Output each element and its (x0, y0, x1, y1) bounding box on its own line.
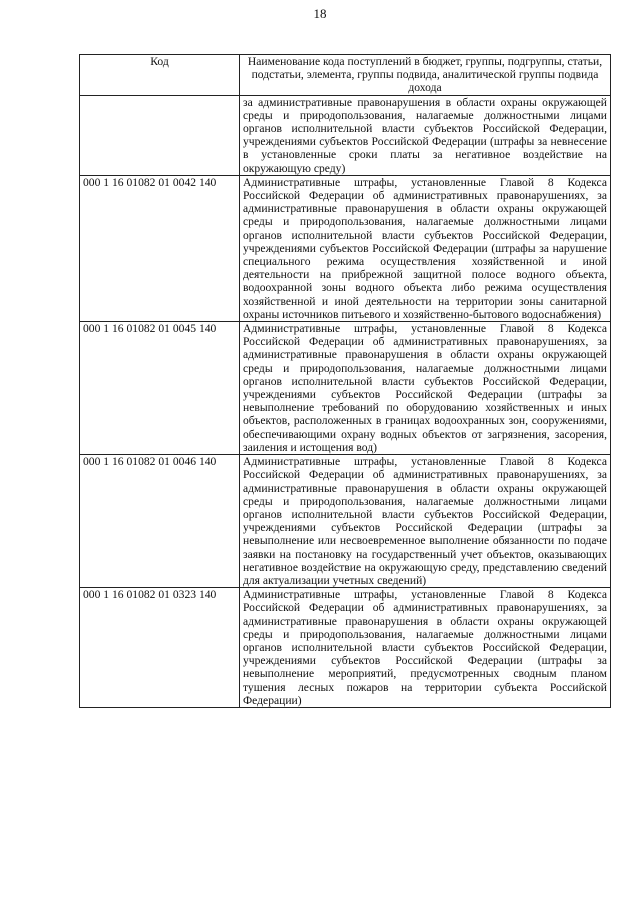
row-code: 000 1 16 01082 01 0042 140 (80, 175, 240, 321)
row-code: 000 1 16 01082 01 0046 140 (80, 455, 240, 588)
header-name: Наименование кода поступлений в бюджет, группы, подгруппы, статьи, подстатьи, элемента, группы подвида, аналитической группы подвида дохода (240, 55, 611, 96)
table-row (80, 588, 611, 708)
row-code (80, 95, 240, 175)
row-description: Административные штрафы, установленные Главой 8 Кодекса Российской Федерации об административных правонарушениях, за административные правонарушения в области охраны окружающей среды и природопользования, налагаемые должностными лицами органов исполнительной власти субъектов Российской Федерации, учреждениями субъектов Российской Федерации (штрафы за невыполнение требований по оборудованию хозяйственных и иных объектов, расположенных в границах водоохранных зон, сооружениями, обеспечивающими охрану водных объектов от загрязнения, засорения, заиления и истощения вод) (240, 322, 611, 455)
row-description: Административные штрафы, установленные Главой 8 Кодекса Российской Федерации об административных правонарушениях, за административные правонарушения в области охраны окружающей среды и природопользования, налагаемые должностными лицами органов исполнительной власти субъектов Российской Федерации, учреждениями субъектов Российской Федерации (штрафы за нарушение специального режима осуществления хозяйственной и иной деятельности на прибрежной защитной полосе водного объекта, водоохранной зоны водного объекта либо режима осуществления хозяйственной и иной деятельности на территории зоны санитарной охраны источников питьевого и хозяйственно-бытового водоснабжения) (240, 175, 611, 321)
table-row (80, 175, 611, 321)
row-description: Административные штрафы, установленные Главой 8 Кодекса Российской Федерации об административных правонарушениях, за административные правонарушения в области охраны окружающей среды и природопользования, налагаемые должностными лицами органов исполнительной власти субъектов Российской Федерации, учреждениями субъектов Российской Федерации (штрафы за невыполнение мероприятий, предусмотренных сводным планом тушения лесных пожаров на территории субъекта Российской Федерации) (240, 588, 611, 708)
row-description: за административные правонарушения в области охраны окружающей среды и природопользования, налагаемые должностными лицами органов исполнительной власти субъектов Российской Федерации, учреждениями субъектов Российской Федерации (штрафы за невнесение в установленные сроки платы за негативное воздействие на окружающую среду) (240, 95, 611, 175)
table-row (80, 95, 611, 175)
row-code: 000 1 16 01082 01 0323 140 (80, 588, 240, 708)
header-code: Код (80, 55, 240, 96)
table-row (80, 455, 611, 588)
page-number: 18 (313, 6, 327, 21)
row-description: Административные штрафы, установленные Главой 8 Кодекса Российской Федерации об административных правонарушениях, за административные правонарушения в области охраны окружающей среды и природопользования, налагаемые должностными лицами органов исполнительной власти субъектов Российской Федерации, учреждениями субъектов Российской Федерации (штрафы за невыполнение или несвоевременное выполнение обязанности по подаче заявки на постановку на государственный учет объектов, оказывающих негативное воздействие на окружающую среду, представлению сведений для актуализации учетных сведений) (240, 455, 611, 588)
row-code: 000 1 16 01082 01 0045 140 (80, 322, 240, 455)
table-row (80, 322, 611, 455)
income-codes-table (79, 54, 611, 708)
table-header-row (80, 55, 611, 96)
